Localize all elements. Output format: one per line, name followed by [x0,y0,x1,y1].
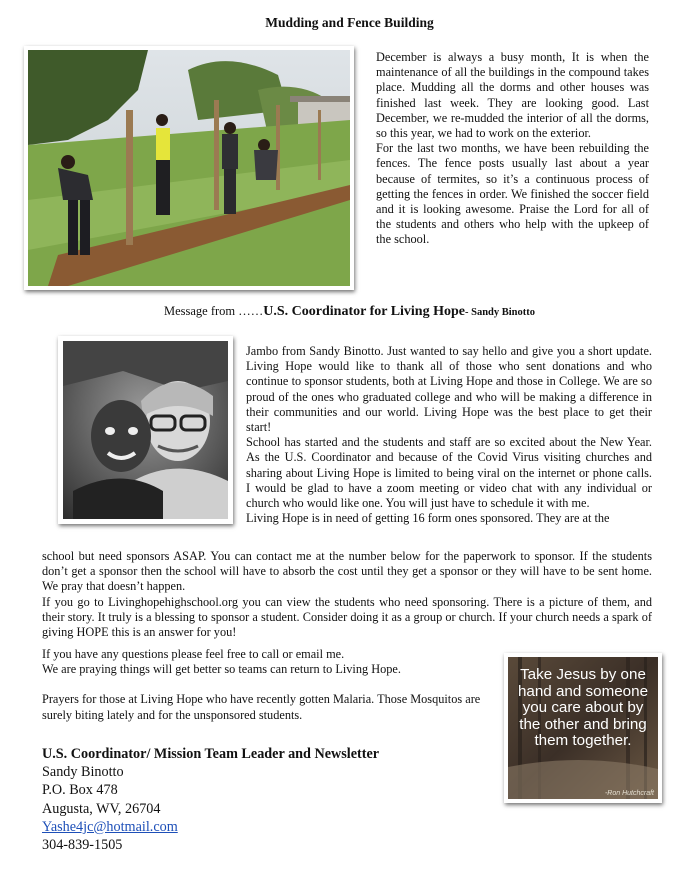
fence-building-photo [24,46,354,290]
contact-city: Augusta, WV, 26704 [42,800,161,817]
contact-heading: U.S. Coordinator/ Mission Team Leader and Newsletter [42,746,380,762]
contact-po-box: P.O. Box 478 [42,782,118,799]
article-paragraph: For the last two months, we have been rebuilding the fences. The fence posts usually last about a year because of termites, so it’s a continuous process of getting the fences in order. We finished the soccer field and it is looking awesome. Praise the Lord for all of the students and others who help with the upkeep of the school. [376,141,649,247]
quote-author: -Ron Hutchcraft [604,790,654,797]
coordinator-photo [58,336,233,524]
contact-email-link[interactable]: Yashe4jc@hotmail.com [42,818,178,835]
contact-phone: 304-839-1505 [42,837,123,854]
message-role: U.S. Coordinator for Living Hope [263,304,465,319]
message-prefix: Message from …… [163,304,264,318]
article-paragraph: Living Hope is in need of getting 16 form ones sponsored. They are at the [246,511,610,526]
message-author: - Sandy Binotto [465,307,536,318]
article-paragraph: Jambo from Sandy Binotto. Just wanted to say hello and give you a short update. Living Hope would like to thank all of those who sent donations and who continue to sponsor students, both at Living Hope and those in College. We are so proud of the ones who graduated college and who will be making a difference in their communities and our world. Living Hope was the best place to get their start! [246,344,652,435]
article-paragraph: School has started and the students and staff are so excited about the New Year. As the U.S. Coordinator and because of the Covid Virus visiting churches and sharing about Living Hope is limited to being viral on the internet or phone calls. I would be glad to have a zoom meeting or video chat with any individual or church who would like one. You will just have to schedule it with me. [246,435,652,511]
quote-image [504,653,662,803]
article-paragraph: If you go to Livinghopehighschool.org you can view the students who need sponsoring. There is a picture of them, and their story. It truly is a blessing to sponsor a student. Consider doing it as a group or church. If your church needs a spark of giving HOPE this is an answer for you! [42,594,652,640]
message-heading [0,304,699,320]
quote-text: Take Jesus by one hand and someone you care about by the other and bring them together. [517,666,649,749]
article-paragraph: December is always a busy month, It is when the maintenance of all the buildings in the compound takes place. Mudding all the dorms and other houses was finished last week. They are looking good. Last December, we re-mudded the interior of all the dorms, so this year, we had to work on the exterior. [376,50,649,141]
article-title: Mudding and Fence Building [265,15,434,30]
article-paragraph: We are praying things will get better so teams can return to Living Hope. [42,662,401,677]
article-paragraph: school but need sponsors ASAP. You can contact me at the number below for the paperwork to sponsor. If the students don’t get a sponsor then the school will have to absorb the cost until they get a sponsor or they will have to be sent home. We pray that doesn’t happen. [42,549,652,594]
contact-name: Sandy Binotto [42,764,124,781]
article-paragraph: Prayers for those at Living Hope who have recently gotten Malaria. Those Mosquitos are surely biting lately and for the unsponsored students. [42,692,481,722]
contact-block [42,745,379,854]
article-paragraph: If you have any questions please feel free to call or email me. [42,647,345,661]
